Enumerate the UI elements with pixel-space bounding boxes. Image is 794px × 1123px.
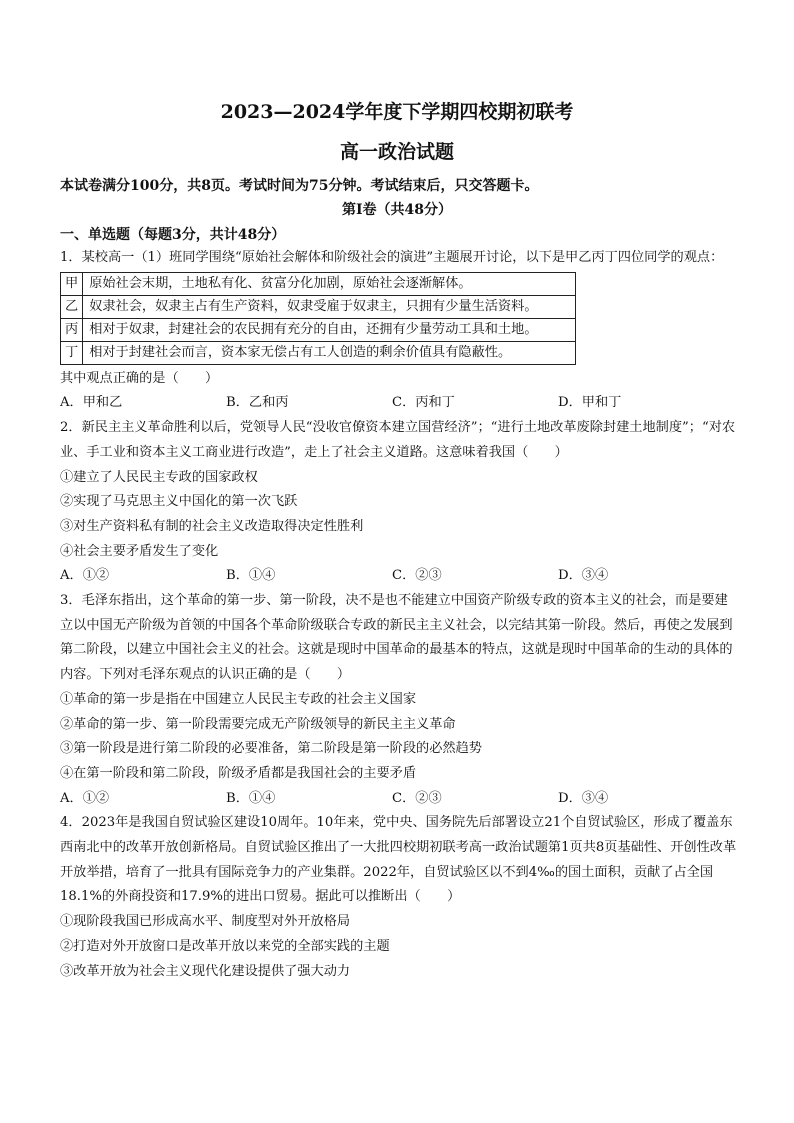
view-key: 丙 [61, 318, 83, 341]
option-d: D．甲和丁 [558, 395, 622, 411]
q2-options [60, 564, 740, 589]
q3-stem: 3．毛泽东指出，这个革命的第一步、第一阶段，决不是也不能建立中国资产阶级专政的资本主义的社会，而是要建立以中国无产阶级为首领的中国各个革命阶级联合专政的新民主主义社会，以完结其第一阶段。然后，再使之发展到第二阶段，以建立中国社会主义的社会。这就是现时中国革命的最基本的特点，这就是现时中国革命的生动的具体的内容。下列对毛泽东观点的认识正确的是（ ） [60, 593, 733, 683]
exam-title: 2023—2024学年度下学期四校期初联考 [220, 101, 574, 123]
q1-options [60, 391, 740, 416]
q1-views-table [60, 272, 576, 365]
q4-item: ②打造对外开放窗口是改革开放以来党的全部实践的主题 [60, 938, 390, 954]
option-b: B．①④ [226, 790, 276, 806]
table-row [61, 341, 576, 364]
q2-item: ④社会主要矛盾发生了变化 [60, 543, 219, 559]
view-key: 甲 [61, 272, 83, 295]
option-a: A．①② [60, 790, 110, 806]
section-heading: 一、单选题（每题3分，共计48分） [60, 227, 286, 243]
view-key: 丁 [61, 341, 83, 364]
q1-stem: 1．某校高一（1）班同学围绕“原始社会解体和阶级社会的演进”主题展开讨论，以下是甲乙丙丁四位同学的观点： [60, 250, 724, 265]
option-c: C．②③ [392, 790, 442, 806]
view-text: 相对于奴隶，封建社会的农民拥有充分的自由，还拥有少量劳动工具和土地。 [83, 318, 576, 341]
part-heading: 第Ⅰ卷（共48分） [341, 202, 453, 218]
q3-item: ④在第一阶段和第二阶段，阶级矛盾都是我国社会的主要矛盾 [60, 765, 417, 781]
option-c: C．②③ [392, 568, 442, 584]
q3-item: ②革命的第一步、第一阶段需要完成无产阶级领导的新民主主义革命 [60, 716, 456, 732]
q1-ask: 其中观点正确的是（ ） [60, 370, 219, 386]
view-text: 相对于封建社会而言，资本家无偿占有工人创造的剩余价值具有隐蔽性。 [83, 341, 576, 364]
questions [60, 246, 740, 984]
q3-options [60, 787, 740, 812]
option-c: C．丙和丁 [392, 395, 455, 411]
view-key: 乙 [61, 295, 83, 318]
option-d: D．③④ [558, 790, 609, 806]
option-a: A．甲和乙 [60, 395, 123, 411]
option-b: B．①④ [226, 568, 276, 584]
q3-item: ③第一阶段是进行第二阶段的必要准备，第二阶段是第一阶段的必然趋势 [60, 741, 482, 757]
q2-item: ①建立了人民民主专政的国家政权 [60, 469, 258, 485]
q4-stem: 4．2023年是我国自贸试验区建设10周年。10年来，党中央、国务院先后部署设立21个自贸试验区，形成了覆盖东西南北中的改革开放创新格局。自贸试验区推出了一大批四校期初联考高一政治试题第1页共8页基础性、开创性改革开放举措，培育了一批具有国际竞争力的产业集群。2022年，自贸试验区以不到4‰的国土面积，贡献了占全国18.1%的外商投资和17.9%的进出口贸易。据此可以推断出（ ） [60, 815, 737, 905]
option-a: A．①② [60, 568, 110, 584]
q4-item: ③改革开放为社会主义现代化建设提供了强大动力 [60, 963, 351, 979]
q2-stem: 2．新民主主义革命胜利以后，党领导人民“没收官僚资本建立国营经济”；“进行土地改革废除封建土地制度”；“对农业、手工业和资本主义工商业进行改造”，走上了社会主义道路。这意味着我国（ ） [60, 420, 736, 460]
q3-item: ①革命的第一步是指在中国建立人民民主专政的社会主义国家 [60, 691, 417, 707]
option-d: D．③④ [558, 568, 609, 584]
table-row [61, 272, 576, 295]
option-b: B．乙和丙 [226, 395, 289, 411]
q2-item: ②实现了马克思主义中国化的第一次飞跃 [60, 494, 298, 510]
q4-item: ①现阶段我国已形成高水平、制度型对外开放格局 [60, 914, 351, 930]
exam-subtitle: 高一政治试题 [339, 141, 454, 163]
view-text: 奴隶社会，奴隶主占有生产资料，奴隶受雇于奴隶主，只拥有少量生活资料。 [83, 295, 576, 318]
view-text: 原始社会末期，土地私有化、贫富分化加剧，原始社会逐渐解体。 [83, 272, 576, 295]
table-row [61, 318, 576, 341]
exam-info: 本试卷满分100分，共8页。考试时间为75分钟。考试结束后，只交答题卡。 [60, 178, 539, 194]
q2-item: ③对生产资料私有制的社会主义改造取得决定性胜利 [60, 518, 364, 534]
table-row [61, 295, 576, 318]
